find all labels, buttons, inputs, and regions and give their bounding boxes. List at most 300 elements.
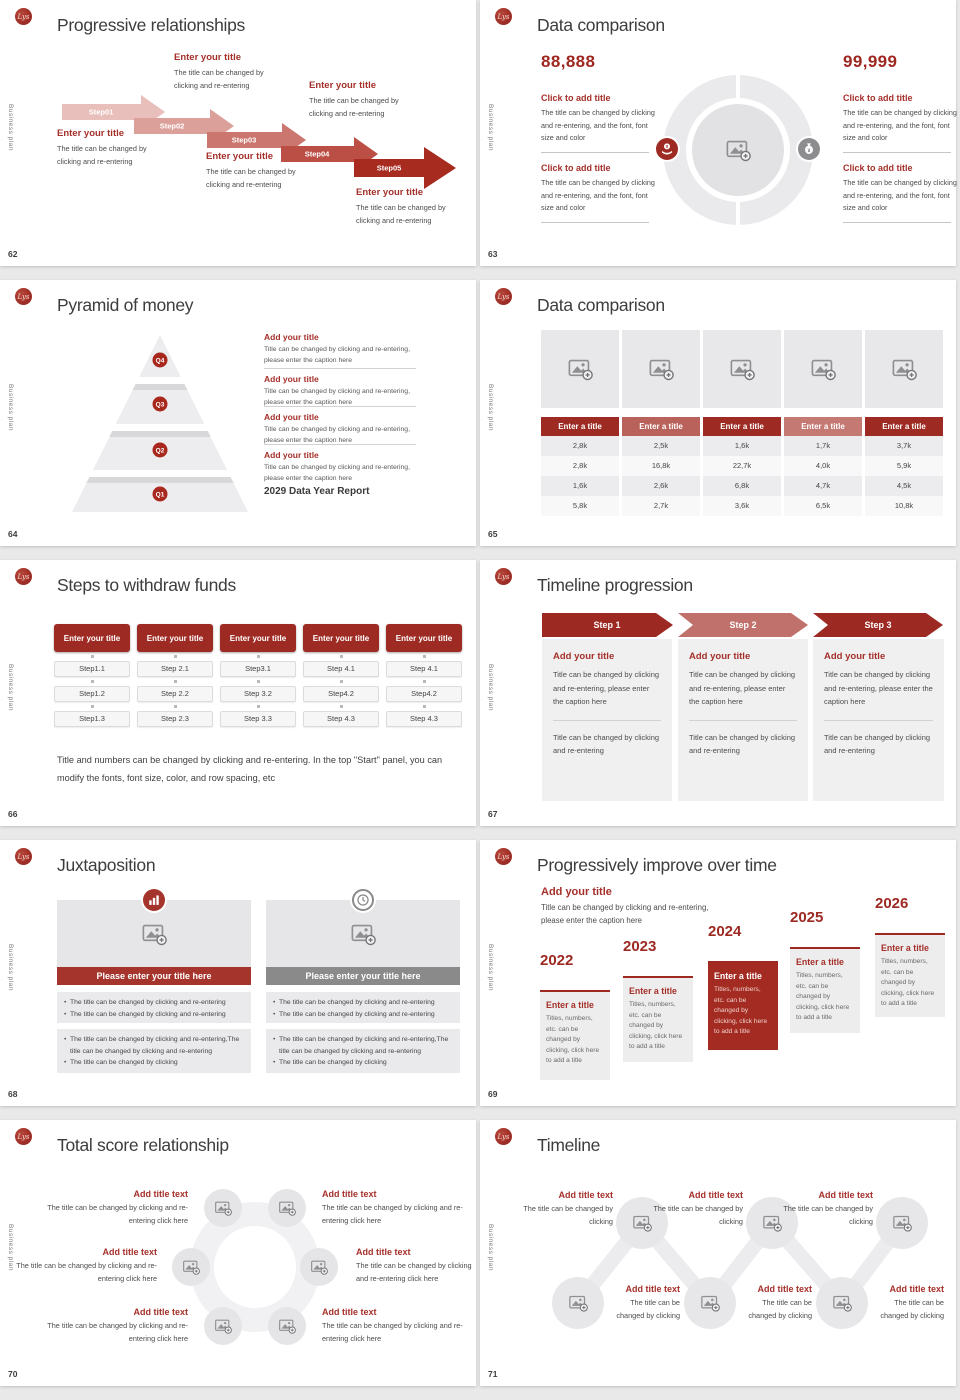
page-number: 68 [8, 1089, 18, 1099]
image-placeholder-icon [568, 1293, 588, 1313]
page-number: 65 [488, 529, 498, 539]
table-cell: 5,8k [541, 496, 619, 516]
step-box: Step1.1 [54, 661, 130, 677]
pyramid-level-label: Q1 [155, 491, 165, 499]
block-caption: The title can be changed by clicking and re-entering click here [322, 1203, 463, 1225]
step-box: Step 4.1 [303, 661, 379, 677]
sidebar-vertical-label: Business plan [487, 104, 494, 151]
box-title: Enter a title [796, 957, 844, 967]
block-title: Add title text [133, 1189, 188, 1199]
brand-logo-icon [495, 288, 512, 305]
level-text-block [264, 332, 416, 366]
connector-dot [174, 680, 177, 683]
bullet-item: • The title can be changed by clicking and re-entering [63, 1009, 245, 1021]
bullet-item: • The title can be changed by clicking and re-entering,The title can be changed by clicking and re-entering [63, 1034, 245, 1057]
block-caption: The title can be changed by clicking [748, 1298, 812, 1320]
step-arrow-label: Step02 [159, 121, 185, 131]
level-text-block [264, 368, 416, 408]
logo-monogram: Lys [497, 1132, 510, 1141]
node-text-block [606, 1284, 680, 1322]
sidebar-vertical-label: Business plan [7, 104, 14, 151]
slide-70[interactable] [0, 1120, 476, 1386]
table-cell: 3,7k [865, 436, 943, 456]
block-caption: Title can be changed by clicking and re-entering, please enter the caption here [264, 346, 410, 364]
hand-coin-icon [660, 142, 674, 156]
image-placeholder-icon [832, 1293, 852, 1313]
connector-dot [174, 705, 177, 708]
table-header: Enter a title [784, 417, 862, 436]
bullet-box [57, 992, 251, 1023]
block-title: Enter your title [174, 52, 242, 63]
block-caption: The title can be changed by clicking and re-entering [174, 68, 264, 90]
block-title: Add title text [356, 1247, 411, 1257]
slide-67[interactable] [480, 560, 956, 826]
image-placeholder-icon [141, 921, 167, 947]
logo-monogram: Lys [17, 12, 30, 21]
block-caption: The title can be changed by clicking and re-entering [206, 167, 296, 189]
panel-title: Add your title [689, 651, 751, 662]
box-title: Enter a title [881, 943, 929, 953]
steps-column [220, 624, 296, 727]
step-box: Step 4.3 [386, 711, 462, 727]
table-cell: 4,0k [784, 456, 862, 476]
year-box [875, 933, 945, 1017]
logo-monogram: Lys [17, 292, 30, 301]
page-number: 69 [488, 1089, 498, 1099]
slide-66[interactable] [0, 560, 476, 826]
slide-title: Steps to withdraw funds [57, 575, 236, 595]
image-node [204, 1189, 242, 1227]
year-label: 2022 [540, 952, 574, 969]
column-title-button: Enter your title [386, 624, 462, 652]
block-title: Click to add title [843, 163, 913, 173]
year-box [790, 947, 860, 1033]
comparison-ring-graphic [663, 75, 813, 225]
money-bag-badge [798, 138, 820, 160]
table-cell: 5,9k [865, 456, 943, 476]
slide-title: Timeline progression [537, 575, 693, 595]
block-title: Add your title [264, 412, 319, 422]
table-cell: 22,7k [703, 456, 781, 476]
slide-title: Total score relationship [57, 1135, 229, 1155]
block-caption: The title can be changed by clicking and re-entering, and the font, font size and color [541, 178, 655, 212]
table-header: Enter a title [541, 417, 619, 436]
node-text-block [7, 1247, 157, 1285]
block-caption: The title can be changed by clicking [523, 1204, 613, 1226]
step-arrow-label: Step04 [304, 149, 330, 159]
card-title-bar: Please enter your title here [266, 967, 460, 985]
block-caption: The title can be changed by clicking [783, 1204, 873, 1226]
logo-monogram: Lys [17, 1132, 30, 1141]
block-title: Add title text [102, 1247, 157, 1257]
column-title-button: Enter your title [220, 624, 296, 652]
slide-71[interactable] [480, 1120, 956, 1386]
node-text-block [870, 1284, 944, 1322]
year-label: 2024 [708, 923, 742, 940]
step-box: Step 3.3 [220, 711, 296, 727]
table-cell: 2,8k [541, 436, 619, 456]
connector-dot [174, 655, 177, 658]
step-box: Step 4.3 [303, 711, 379, 727]
sidebar-vertical-label: Business plan [7, 384, 14, 431]
image-placeholder-icon [810, 356, 836, 382]
block-title: Add title text [322, 1307, 377, 1317]
block-caption: The title can be changed by clicking and re-entering click here [16, 1261, 157, 1283]
block-title: Add your title [264, 374, 319, 384]
brand-logo-icon [15, 1128, 32, 1145]
panel-caption: Title can be changed by clicking and re-entering [553, 732, 660, 755]
step-box: Step 2.2 [137, 686, 213, 702]
step-box: Step4.2 [386, 686, 462, 702]
block-title: Add title text [757, 1284, 812, 1294]
page-number: 66 [8, 809, 18, 819]
block-title: Enter your title [356, 187, 424, 198]
logo-monogram: Lys [497, 572, 510, 581]
image-placeholder-icon [214, 1199, 232, 1217]
table-cell: 6,8k [703, 476, 781, 496]
table-cell: 3,6k [703, 496, 781, 516]
divider [824, 720, 933, 721]
year-box-highlight [708, 961, 778, 1050]
image-placeholder-icon [648, 356, 674, 382]
node-text-block [322, 1307, 470, 1345]
image-node [300, 1248, 338, 1286]
sidebar-vertical-label: Business plan [7, 944, 14, 991]
step-box: Step1.3 [54, 711, 130, 727]
connector-dot [257, 655, 260, 658]
panel-title: Add your title [824, 651, 886, 662]
block-title: Add title text [322, 1189, 377, 1199]
block-title: Add your title [264, 450, 319, 460]
bar-chart-badge [143, 889, 165, 911]
table-header: Enter a title [622, 417, 700, 436]
image-placeholder-icon [567, 356, 593, 382]
table-cell: 1,6k [703, 436, 781, 456]
block-title: Click to add title [843, 93, 913, 103]
timeline-node [684, 1277, 736, 1329]
intro-block [541, 886, 723, 927]
block-caption: The title can be changed by clicking and re-entering click here [47, 1203, 188, 1225]
step-box: Step 2.1 [137, 661, 213, 677]
money-bag-icon [802, 142, 816, 156]
connector-dot [340, 705, 343, 708]
step-panel [813, 639, 944, 801]
bullet-box [57, 1029, 251, 1073]
zigzag-connector-graphic [480, 1120, 956, 1386]
block-title: Click to add title [541, 93, 611, 103]
block-title: Add title text [688, 1190, 743, 1200]
block-title: Enter your title [206, 151, 274, 162]
bullet-box [266, 1029, 460, 1073]
block-caption: The title can be changed by clicking and re-entering click here [356, 1261, 472, 1283]
image-placeholder-icon [278, 1317, 296, 1335]
text-block [843, 163, 957, 223]
node-text-block [633, 1190, 743, 1228]
step-text-block [309, 80, 413, 120]
image-node [204, 1307, 242, 1345]
logo-monogram: Lys [497, 12, 510, 21]
block-caption: The title can be changed by clicking and re-entering, and the font, font size and color [541, 108, 655, 142]
sidebar-vertical-label: Business plan [7, 664, 14, 711]
logo-monogram: Lys [17, 572, 30, 581]
slide-note: Title and numbers can be changed by clicking and re-entering. In the top "Start" panel, you can modify the fonts, font size, color, and row spacing, etc [57, 755, 443, 783]
level-text-block [264, 444, 416, 484]
step-text-block [356, 187, 460, 227]
slide-title: Timeline [537, 1135, 601, 1155]
connector-dot [340, 655, 343, 658]
table-cell: 1,6k [541, 476, 619, 496]
sidebar-vertical-label: Business plan [487, 384, 494, 431]
panel-caption: Title can be changed by clicking and re-entering, please enter the caption here [824, 670, 933, 706]
sidebar-vertical-label: Business plan [487, 664, 494, 711]
page-number: 63 [488, 249, 498, 259]
step-box: Step4.2 [303, 686, 379, 702]
table-header: Enter a title [703, 417, 781, 436]
page-number: 62 [8, 249, 18, 259]
image-placeholder-icon [700, 1293, 720, 1313]
slide-63[interactable] [480, 0, 956, 266]
brand-logo-icon [15, 568, 32, 585]
block-caption: Title can be changed by clicking and re-entering, please enter the caption here [264, 388, 410, 406]
image-placeholder-cell [622, 330, 700, 408]
image-placeholder-icon [310, 1258, 328, 1276]
block-title: Add title text [558, 1190, 613, 1200]
timeline-step-label: Step 2 [729, 620, 757, 630]
bullet-item: • The title can be changed by clicking [272, 1057, 454, 1069]
slide-title: Progressive relationships [57, 15, 246, 35]
column-title-button: Enter your title [54, 624, 130, 652]
box-caption: Titles, numbers, etc. can be changed by clicking, click here to add a title [714, 986, 768, 1035]
block-caption: Title can be changed by clicking and re-entering, please enter the caption here [264, 464, 410, 482]
timeline-step-label: Step 3 [864, 620, 892, 630]
level-text-block [264, 406, 416, 446]
table-cell: 4,7k [784, 476, 862, 496]
node-text-block [738, 1284, 812, 1322]
pyramid-level-label: Q4 [155, 357, 165, 365]
bullet-item: • The title can be changed by clicking [63, 1057, 245, 1069]
node-text-block [38, 1307, 188, 1345]
table-cell: 2,5k [622, 436, 700, 456]
block-caption: The title can be changed by clicking and re-entering [356, 203, 446, 225]
box-title: Enter a title [629, 986, 677, 996]
bullet-item: • The title can be changed by clicking and re-entering [272, 997, 454, 1009]
steps-column [303, 624, 379, 727]
step-text-block [206, 151, 310, 191]
right-value: 99,999 [843, 52, 898, 71]
brand-logo-icon [495, 848, 512, 865]
block-title: Add title text [133, 1307, 188, 1317]
node-text-block [322, 1189, 470, 1227]
divider [689, 720, 797, 721]
image-placeholder-icon [725, 137, 751, 163]
panel-caption: Title can be changed by clicking and re-entering, please enter the caption here [553, 670, 660, 706]
card-title-bar: Please enter your title here [57, 967, 251, 985]
connector-dot [91, 680, 94, 683]
logo-monogram: Lys [497, 292, 510, 301]
block-caption: The title can be changed by clicking [616, 1298, 680, 1320]
connector-dot [423, 680, 426, 683]
image-placeholder-icon [214, 1317, 232, 1335]
table-cell: 2,7k [622, 496, 700, 516]
steps-column [54, 624, 130, 727]
block-caption: Title can be changed by clicking and re-entering, please enter the caption here [541, 903, 709, 925]
panel-title: Add your title [553, 651, 615, 662]
year-box [540, 990, 610, 1080]
year-label: 2026 [875, 895, 909, 912]
slide-64[interactable] [0, 280, 476, 546]
step-text-block [57, 128, 161, 168]
step-box: Step 2.3 [137, 711, 213, 727]
node-text-block [38, 1189, 188, 1227]
slide-69[interactable] [480, 840, 956, 1106]
node-text-block [356, 1247, 472, 1285]
step-arrow-label: Step05 [376, 163, 402, 173]
logo-monogram: Lys [497, 852, 510, 861]
timeline-node [552, 1277, 604, 1329]
slide-title: Progressively improve over time [537, 855, 777, 875]
connector-dot [423, 705, 426, 708]
brand-logo-icon [15, 848, 32, 865]
sidebar-vertical-label: Business plan [7, 1224, 14, 1271]
timeline-step-label: Step 1 [593, 620, 621, 630]
table-cell: 1,7k [784, 436, 862, 456]
block-caption: The title can be changed by clicking [880, 1298, 944, 1320]
bullet-box [266, 992, 460, 1023]
year-box [623, 976, 693, 1062]
block-title: Add your title [264, 332, 319, 342]
pyramid-level-label: Q2 [155, 447, 165, 455]
box-caption: Titles, numbers, etc. can be changed by clicking, click here to add a title [881, 958, 935, 1007]
timeline-node [816, 1277, 868, 1329]
connector-dot [91, 655, 94, 658]
text-block [541, 93, 655, 153]
image-node [268, 1307, 306, 1345]
text-block [541, 163, 655, 223]
box-caption: Titles, numbers, etc. can be changed by clicking, click here to add a title [546, 1015, 600, 1064]
table-cell: 10,8k [865, 496, 943, 516]
block-title: Add title text [818, 1190, 873, 1200]
box-title: Enter a title [546, 1000, 594, 1010]
divider [843, 222, 951, 223]
block-title: Add title text [889, 1284, 944, 1294]
divider [843, 152, 951, 153]
clock-icon [356, 893, 370, 907]
image-node [268, 1189, 306, 1227]
slide-62[interactable] [0, 0, 476, 266]
block-title: Enter your title [309, 80, 377, 91]
node-text-block [763, 1190, 873, 1228]
block-caption: The title can be changed by clicking and re-entering, and the font, font size and color [843, 178, 957, 212]
block-caption: The title can be changed by clicking [653, 1204, 743, 1226]
bullet-item: • The title can be changed by clicking and re-entering [63, 997, 245, 1009]
year-label: 2023 [623, 938, 657, 955]
slide-title: Juxtaposition [57, 855, 156, 875]
year-label: 2025 [790, 909, 824, 926]
slide-title: Data comparison [537, 15, 665, 35]
image-placeholder-cell [865, 330, 943, 408]
comparison-table [541, 330, 943, 516]
slide-68[interactable] [0, 840, 476, 1106]
divider [541, 152, 649, 153]
report-label: 2029 Data Year Report [264, 486, 370, 497]
block-caption: The title can be changed by clicking and re-entering, and the font, font size and color [843, 108, 957, 142]
table-cell: 2,8k [541, 456, 619, 476]
table-header: Enter a title [865, 417, 943, 436]
panel-caption: Title can be changed by clicking and re-entering [824, 732, 931, 755]
block-caption: The title can be changed by clicking and re-entering click here [47, 1321, 188, 1343]
image-placeholder-icon [891, 356, 917, 382]
step-panel [542, 639, 672, 801]
table-cell: 16,8k [622, 456, 700, 476]
timeline-node [876, 1197, 928, 1249]
divider [541, 222, 649, 223]
logo-monogram: Lys [17, 852, 30, 861]
step-box: Step 3.2 [220, 686, 296, 702]
table-cell: 4,5k [865, 476, 943, 496]
bullet-item: • The title can be changed by clicking and re-entering,The title can be changed by clicking and re-entering [272, 1034, 454, 1057]
bar-chart-icon [147, 893, 161, 907]
box-title: Enter a title [714, 971, 762, 981]
panel-caption: Title can be changed by clicking and re-entering [689, 732, 796, 755]
block-caption: The title can be changed by clicking and re-entering [309, 96, 399, 118]
pyramid-level-label: Q3 [155, 401, 165, 409]
table-cell: 2,6k [622, 476, 700, 496]
column-title-button: Enter your title [137, 624, 213, 652]
sidebar-vertical-label: Business plan [487, 944, 494, 991]
block-title: Add title text [625, 1284, 680, 1294]
block-caption: The title can be changed by clicking and re-entering click here [322, 1321, 463, 1343]
block-title: Click to add title [541, 163, 611, 173]
block-caption: Title can be changed by clicking and re-entering, please enter the caption here [264, 426, 410, 444]
image-placeholder-icon [729, 356, 755, 382]
page-number: 70 [8, 1369, 18, 1379]
block-caption: The title can be changed by clicking and re-entering [57, 144, 147, 166]
image-placeholder-cell [784, 330, 862, 408]
block-title: Add your title [541, 886, 612, 898]
hand-coin-badge [656, 138, 678, 160]
block-title: Enter your title [57, 128, 125, 139]
step-arrow-label: Step03 [231, 135, 257, 145]
connector-dot [257, 705, 260, 708]
image-placeholder-cell [703, 330, 781, 408]
node-text-block [503, 1190, 613, 1228]
step-box: Step 4.1 [386, 661, 462, 677]
step-arrow-label: Step01 [88, 107, 114, 117]
box-caption: Titles, numbers, etc. can be changed by clicking, click here to add a title [629, 1001, 683, 1050]
step-panel [678, 639, 808, 801]
sidebar-vertical-label: Business plan [487, 1224, 494, 1271]
column-title-button: Enter your title [303, 624, 379, 652]
bullet-item: • The title can be changed by clicking and re-entering [272, 1009, 454, 1021]
box-caption: Titles, numbers, etc. can be changed by clicking, click here to add a title [796, 972, 850, 1021]
page-number: 71 [488, 1369, 498, 1379]
slide-65[interactable] [480, 280, 956, 546]
image-placeholder-icon [182, 1258, 200, 1276]
image-placeholder-cell [541, 330, 619, 408]
brand-logo-icon [495, 8, 512, 25]
image-placeholder-icon [278, 1199, 296, 1217]
image-placeholder-icon [892, 1213, 912, 1233]
text-block [843, 93, 957, 153]
steps-column [137, 624, 213, 727]
slide-title: Pyramid of money [57, 295, 194, 315]
step-box: Step1.2 [54, 686, 130, 702]
page-number: 67 [488, 809, 498, 819]
page-number: 64 [8, 529, 18, 539]
clock-badge [352, 889, 374, 911]
connector-dot [257, 680, 260, 683]
slide-title: Data comparison [537, 295, 665, 315]
